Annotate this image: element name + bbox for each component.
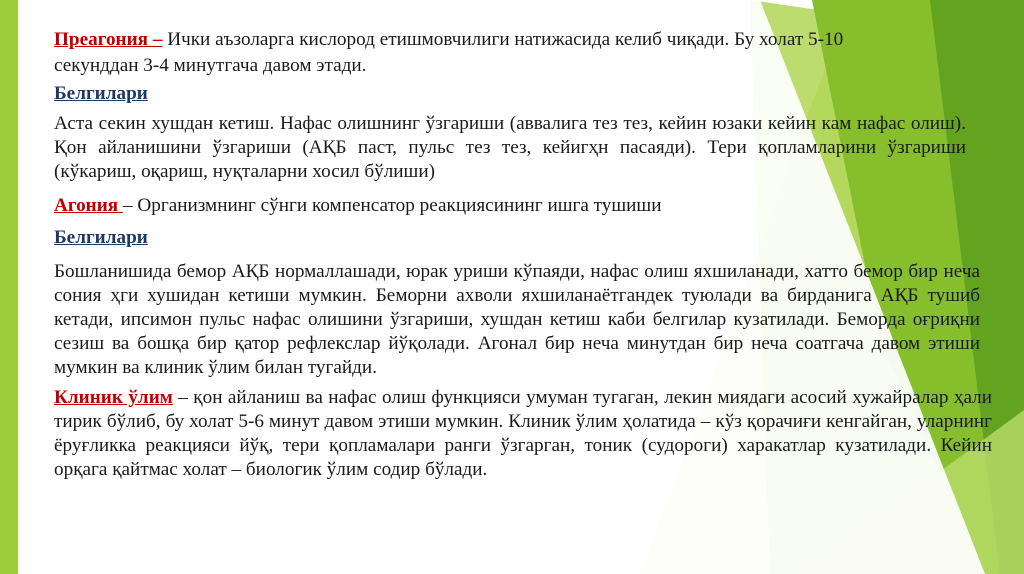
preagonia-paragraph — [54, 26, 992, 54]
belgilari-text-2: Бошланишида бемор АҚБ нормаллашади, юрак уриши кўпаяди, нафас олиш яхшиланади, хатто бемор бир неча сония ҳги хушидан кетиши мумкин. Беморни ахволи яхшиланаётгандек туюлади ва бирданига АҚБ тушиб кетади, ипсимон пульс нафас олишини ўзгариши, хушдан кетиш каби белгилар кузатилади. Беморда оғриқни сезиш ва бошқа бир қатор рефлекслар йўқолади. Агонал бир неча минутдан бир неча соатгача давом этиши мумкин ва клиник ўлим билан тугайди. — [54, 261, 980, 378]
preagonia-text-line1: Ички аъзоларга кислород етишмовчилиги натижасида келиб чиқади. Бу холат 5-10 — [162, 29, 844, 50]
belgilari-text-1: Аста секин хушдан кетиш. Нафас олишнинг ўзгариши (аввалига тез тез, кейин юзаки кейин кам нафас олиш). Қон айланишини ўзгариши (АҚБ паст, пульс тез тез, кейигҳн пасаяди). Тери қопламларини ўзгариши (кўкариш, оқариш, нуқталарни хосил бўлиши) — [54, 113, 966, 182]
klinik-paragraph — [54, 386, 992, 482]
agonia-term: Агония — [54, 195, 123, 216]
preagonia-text-line2: секунддан 3-4 минутгача давом этади. — [54, 55, 367, 76]
agonia-text: – Организмнинг сўнги компенсатор реакциясининг ишга тушиши — [122, 195, 662, 216]
left-green-bar — [0, 0, 18, 574]
klinik-text: – қон айланиш ва нафас олиш функцияси умуман тугаган, лекин миядаги асосий хужайралар ҳали тирик бўлиб, бу холат 5-6 минут давом этиши мумкин. Клиник ўлим ҳолатида – кўз қорачиғи кенгайган, уларнинг ёруғликка реакцияси йўқ, тери қопламалари ранги ўзгарган, тоник (судороги) харакатлар кузатилади. Кейин орқага қайтмас холат – биологик ўлим содир бўлади. — [54, 387, 992, 480]
klinik-term: Клиник ўлим — [54, 387, 173, 408]
belgilari-heading-2: Белгилари — [54, 227, 148, 248]
slide-content — [54, 26, 992, 482]
preagonia-term: Преагония – — [54, 29, 163, 50]
belgilari-heading-1: Белгилари — [54, 83, 148, 104]
